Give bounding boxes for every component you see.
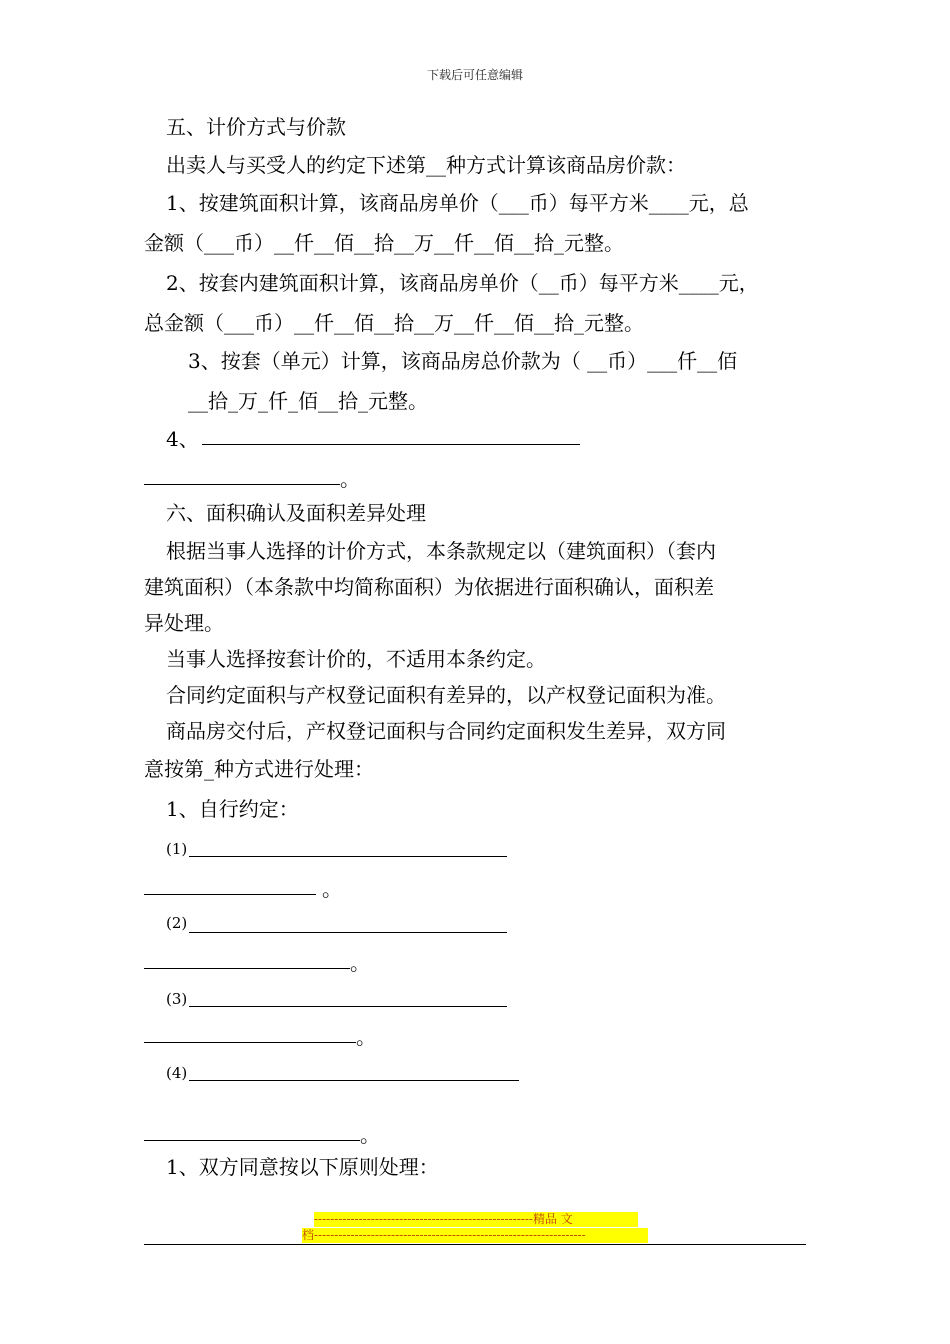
footer-watermark-line2: 档------------------------------------------------------------------- (302, 1228, 648, 1243)
subitem2-blank-cont (144, 968, 350, 969)
subitem1-end: 。 (322, 877, 342, 901)
item3-line2: __拾_万_仟_佰__拾_元整。 (188, 389, 428, 413)
section5-title: 五、计价方式与价款 (166, 115, 346, 139)
subitem4-label: (4) (166, 1064, 188, 1082)
subitem1-blank-cont (144, 894, 316, 895)
header-note: 下载后可任意编辑 (426, 68, 523, 82)
item4-blank (202, 444, 580, 445)
subitem3-blank (189, 1006, 507, 1007)
footer-watermark-line1: ------------------------------------------------------精品 文 (314, 1212, 638, 1227)
subitem2-blank (189, 932, 507, 933)
item1-line2: 金额（___币）__仟__佰__拾__万__仟__佰__拾_元整。 (144, 231, 624, 255)
subitem4-blank-cont (144, 1140, 360, 1141)
subitem1-blank (189, 856, 507, 857)
section5-intro: 出卖人与买受人的约定下述第__种方式计算该商品房价款： (166, 153, 686, 177)
item4-end: 。 (340, 467, 360, 491)
subitem4-end: 。 (360, 1123, 380, 1147)
section6-p3: 合同约定面积与产权登记面积有差异的，以产权登记面积为准。 (166, 683, 726, 707)
subitem2-label: (2) (166, 914, 188, 932)
section6-p1-line2: 建筑面积）（本条款中均简称面积）为依据进行面积确认，面积差 (144, 575, 714, 599)
subitem4-blank (189, 1080, 519, 1081)
section6-p1-line3: 异处理。 (144, 611, 224, 635)
item1-line1: 1、按建筑面积计算，该商品房单价（___币）每平方米____元，总 (166, 191, 749, 215)
section6-p2: 当事人选择按套计价的，不适用本条约定。 (166, 647, 546, 671)
subitem3-label: (3) (166, 990, 188, 1008)
footer-divider (144, 1244, 806, 1245)
subitem1-label: (1) (166, 840, 188, 858)
section6-p4-line2: 意按第_种方式进行处理： (144, 757, 374, 781)
section6-title: 六、面积确认及面积差异处理 (166, 501, 426, 525)
subitem3-end: 。 (356, 1025, 376, 1049)
option1-title: 1、自行约定： (166, 797, 299, 821)
section6-p1-line1: 根据当事人选择的计价方式，本条款规定以（建筑面积）（套内 (166, 539, 716, 563)
item4-label: 4、 (166, 427, 199, 451)
item2-line2: 总金额（___币）__仟__佰__拾__万__仟__佰__拾_元整。 (144, 311, 644, 335)
item3-line1: 3、按套（单元）计算，该商品房总价款为（ __币）___仟__佰 (188, 349, 738, 373)
section6-p4-line1: 商品房交付后，产权登记面积与合同约定面积发生差异，双方同 (166, 719, 726, 743)
subitem3-blank-cont (144, 1042, 356, 1043)
item2-line1: 2、按套内建筑面积计算，该商品房单价（__币）每平方米____元， (166, 271, 759, 295)
option2-title: 1、双方同意按以下原则处理： (166, 1155, 439, 1179)
subitem2-end: 。 (350, 951, 370, 975)
item4-blank-cont (144, 484, 340, 485)
